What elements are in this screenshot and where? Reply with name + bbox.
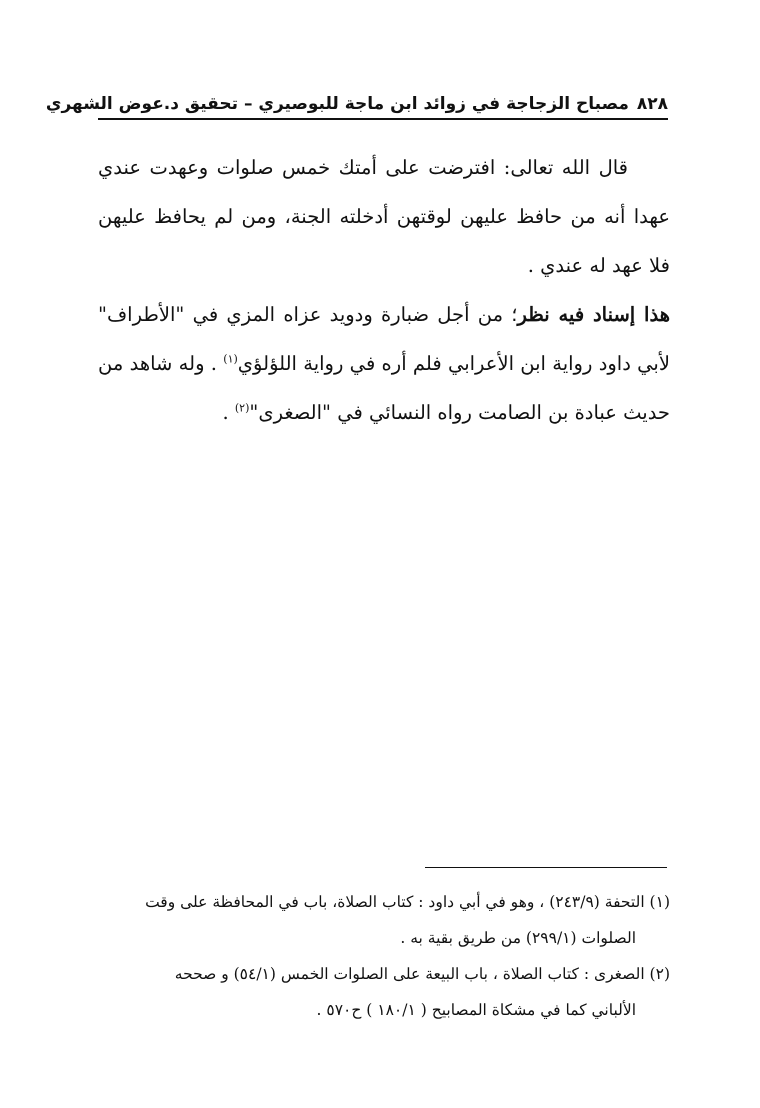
footnote-1 bbox=[98, 884, 670, 956]
footnote-1-line-2: الصلوات (٢٩٩/١) من طريق بقية به . bbox=[400, 929, 636, 947]
main-text bbox=[98, 143, 670, 437]
page-number: ٨٢٨ bbox=[636, 94, 668, 114]
footnote-ref-1[interactable]: (١) bbox=[223, 352, 238, 366]
paragraph-2 bbox=[98, 290, 670, 437]
book-title: مصباح الزجاجة في زوائد ابن ماجة للبوصيري – تحقيق د.عوض الشهري bbox=[45, 94, 629, 114]
footnote-separator bbox=[425, 867, 667, 868]
paragraph-2-text-c: . bbox=[222, 401, 235, 424]
paragraph-2-text-b: . وله شاهد من حديث عبادة بن الصامت رواه النسائي في "الصغرى" bbox=[98, 352, 670, 424]
footnote-2-line-1: (٢) الصغرى : كتاب الصلاة ، باب البيعة على الصلوات الخمس (٥٤/١) و صححه bbox=[174, 965, 670, 983]
footnote-ref-2[interactable]: (٢) bbox=[234, 401, 250, 415]
paragraph-2-text-a: ؛ من أجل ضبارة ودويد عزاه المزي في "الأطراف" لأبي داود رواية ابن الأعرابي فلم أره في رواية اللؤلؤي bbox=[98, 303, 670, 375]
footnote-1-line-1: (١) التحفة (٢٤٣/٩) ، وهو في أبي داود : كتاب الصلاة، باب في المحافظة على وقت bbox=[145, 893, 670, 911]
footnote-2-line-2: الألباني كما في مشكاة المصابيح ( ١٨٠/١ ) ح٥٧٠ . bbox=[316, 1001, 636, 1019]
isnad-judgement: هذا إسناد فيه نظر bbox=[517, 303, 670, 326]
running-header bbox=[45, 90, 668, 120]
paragraph-1: قال الله تعالى: افترضت على أمتك خمس صلوات وعهدت عندي عهدا أنه من حافظ عليهن لوقتهن أدخلته الجنة، ومن لم يحافظ عليهن فلا عهد له عندي . bbox=[98, 156, 670, 277]
footnotes bbox=[98, 884, 670, 1028]
footnote-2 bbox=[98, 956, 670, 1028]
